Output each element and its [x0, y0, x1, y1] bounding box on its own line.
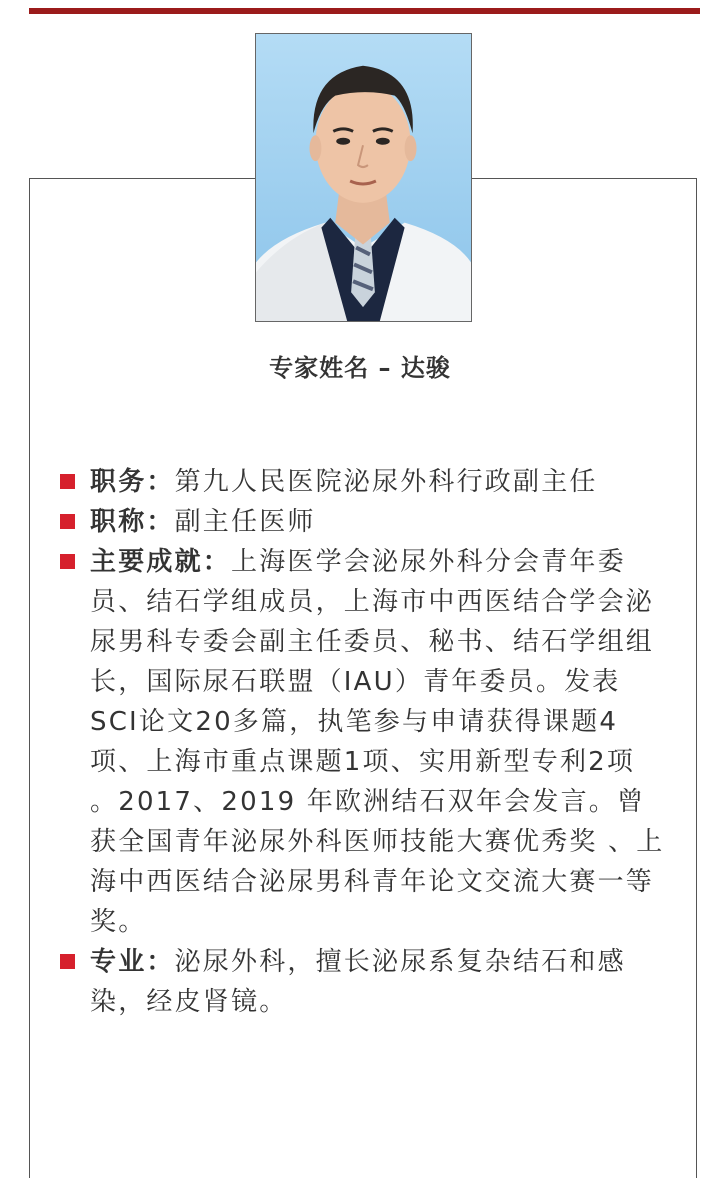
item-label: 专业： — [90, 947, 175, 977]
list-item-achievements — [58, 542, 668, 942]
item-text: 泌尿外科，擅长泌尿系复杂结石和感染，经皮肾镜。 — [90, 947, 626, 1017]
item-label: 职称： — [90, 507, 175, 537]
item-text: 副主任医师 — [174, 507, 316, 537]
expert-photo — [255, 33, 472, 322]
expert-info-list — [58, 462, 668, 1022]
bullet-square-icon — [60, 954, 75, 969]
item-label: 主要成就： — [90, 547, 232, 577]
bullet-square-icon — [60, 554, 75, 569]
expert-name: 专家姓名 – 达骏 — [269, 354, 451, 382]
top-accent-bar — [29, 8, 700, 14]
list-item-specialty — [58, 942, 668, 1022]
list-item-title — [58, 502, 668, 542]
list-item-position — [58, 462, 668, 502]
bullet-square-icon — [60, 474, 75, 489]
bullet-square-icon — [60, 514, 75, 529]
item-text: 上海医学会泌尿外科分会青年委员、结石学组成员，上海市中西医结合学会泌尿男科专委会副主任委员、秘书、结石学组组长，国际尿石联盟（IAU）青年委员。发表SCI论文20多篇，执笔参与申请获得课题4项、上海市重点课题1项、实用新型专利2项 。2017、2019 年欧洲结石双年会发言。曾获全国青年泌尿外科医师技能大赛优秀奖 、上海中西医结合泌尿男科青年论文交流大赛一等奖。 — [90, 547, 665, 937]
portrait-image — [256, 34, 471, 321]
item-text: 第九人民医院泌尿外科行政副主任 — [174, 467, 598, 497]
item-label: 职务： — [90, 467, 175, 497]
